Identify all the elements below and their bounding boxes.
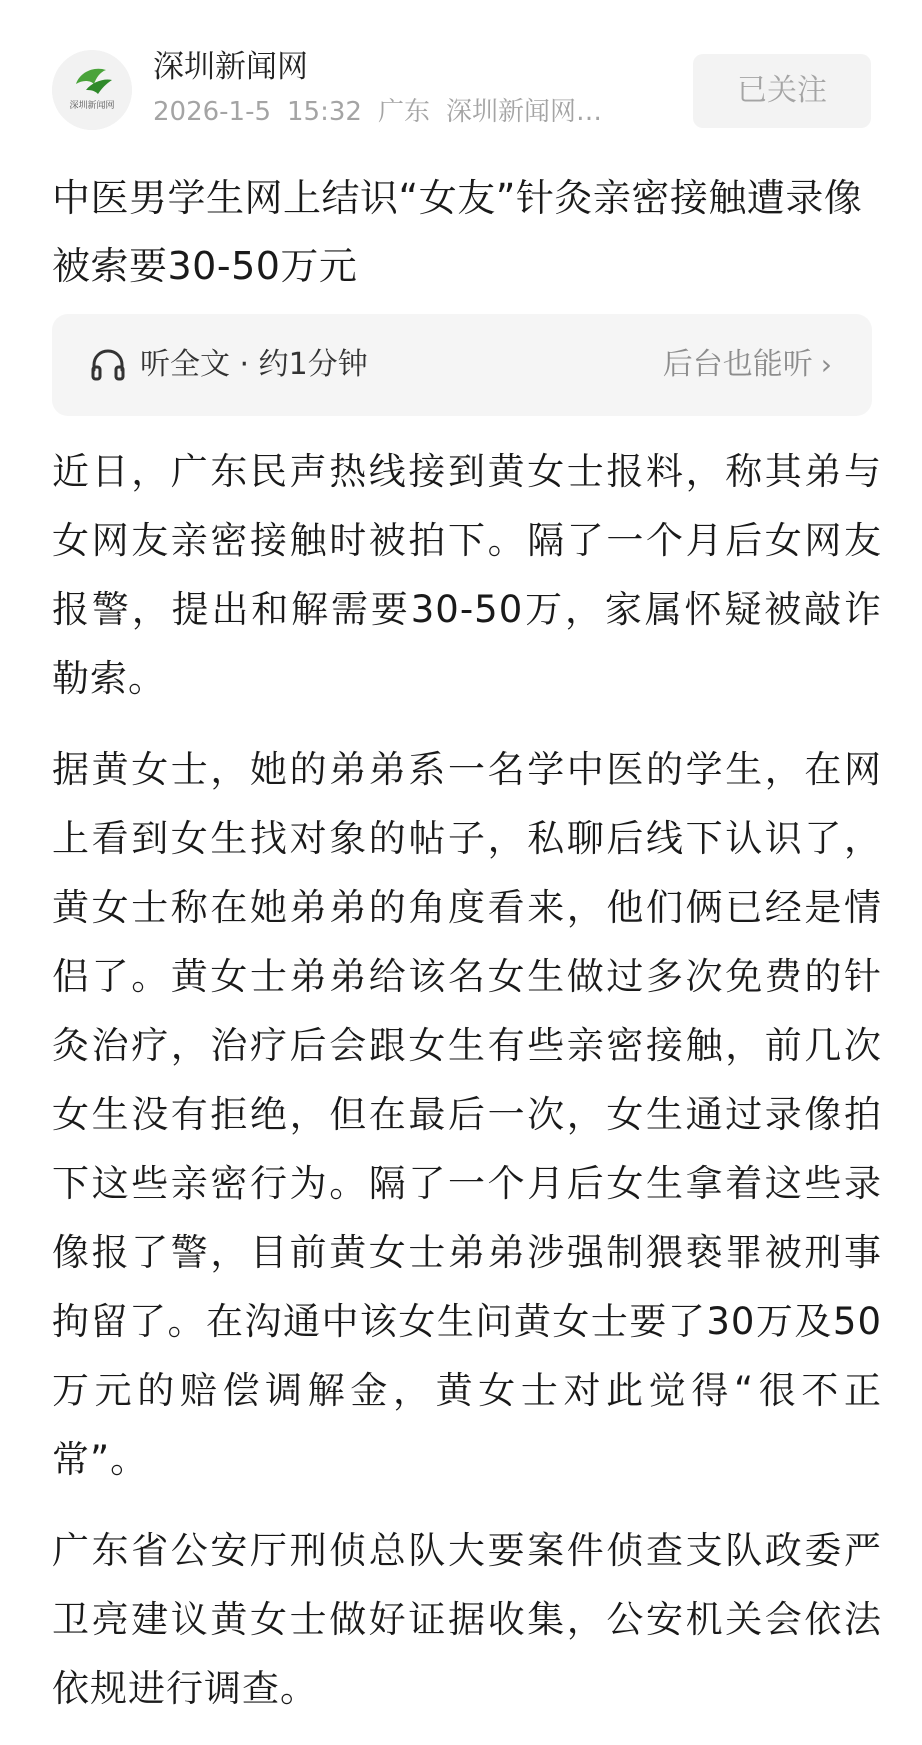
source-name[interactable]: 深圳新闻网 <box>153 49 308 85</box>
article-paragraph-3: 广东省公安厅刑侦总队大要案件侦查支队政委严卫亮建议黄女士做好证据收集，公安机关会依法依规进行调查。 <box>52 1529 882 1710</box>
publish-date: 2026-1-5 <box>153 97 272 127</box>
listen-audio-bar[interactable] <box>52 314 872 416</box>
article-header <box>0 0 922 150</box>
publish-time: 15:32 <box>287 97 362 127</box>
headphone-icon <box>90 348 126 382</box>
avatar[interactable] <box>52 50 132 130</box>
chevron-right-icon: › <box>820 348 832 381</box>
background-listen-link[interactable] <box>663 344 832 386</box>
listen-full-text-label[interactable]: 听全文 · 约1分钟 <box>140 347 368 382</box>
article-body <box>52 437 882 1745</box>
article-title: 中医男学生网上结识“女友”针灸亲密接触遭录像 被索要30-50万元 <box>52 176 863 288</box>
sznews-logo-icon <box>52 50 132 130</box>
background-listen-label: 后台也能听 <box>662 347 813 382</box>
source-tag: 深圳新闻网… <box>445 97 602 127</box>
article-paragraph-1: 近日，广东民声热线接到黄女士报料，称其弟与女网友亲密接触时被拍下。隔了一个月后女网友报警，提出和解需要30-50万，家属怀疑被敲诈勒索。 <box>52 450 882 700</box>
avatar-logo-text: 深圳新闻网 <box>69 101 115 111</box>
publish-region: 广东 <box>377 97 430 127</box>
article-paragraph-2: 据黄女士，她的弟弟系一名学中医的学生，在网上看到女生找对象的帖子，私聊后线下认识了，黄女士称在她弟弟的角度看来，他们俩已经是情侣了。黄女士弟弟给该名女生做过多次免费的针灸治疗，治疗后会跟女生有些亲密接触，前几次女生没有拒绝，但在最后一次，女生通过录像拍下这些亲密行为。隔了一个月后女生拿着这些录像报了警，目前黄女士弟弟涉强制猥亵罪被刑事拘留了。在沟通中该女生问黄女士要了30万及50万元的赔偿调解金，黄女士对此觉得“很不正常”。 <box>52 748 882 1481</box>
follow-button[interactable]: 已关注 <box>693 54 871 128</box>
meta-line <box>153 94 618 130</box>
